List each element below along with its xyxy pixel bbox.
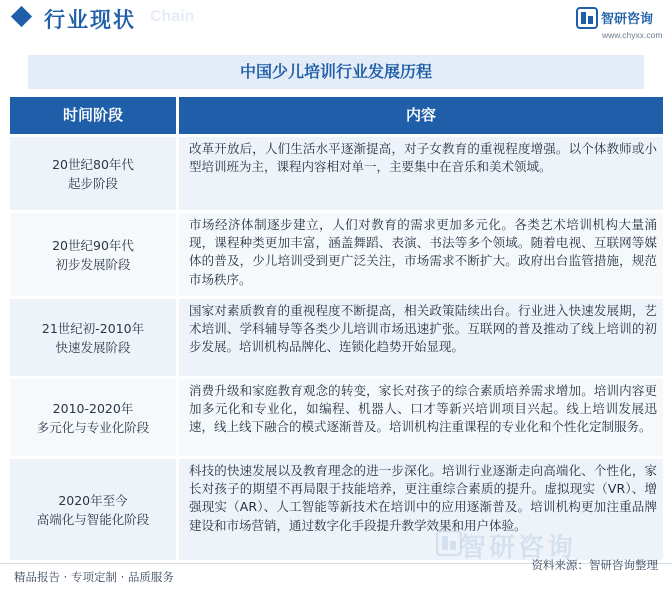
- period-name: 2010-2020年: [52, 400, 134, 416]
- period-stage: 起步阶段: [67, 175, 118, 191]
- brand-name: 智研咨询: [601, 12, 654, 27]
- period-cell: [10, 459, 176, 560]
- watermark-text: 智研咨询: [460, 533, 577, 563]
- period-name: 2020年至今: [58, 492, 128, 508]
- page-header: [0, 0, 672, 38]
- table-title: 中国少儿培训行业发展历程: [28, 55, 644, 89]
- table-row: [10, 137, 663, 210]
- watermark-logo-icon: [436, 530, 462, 556]
- diamond-icon: [11, 6, 32, 27]
- table-row: [10, 299, 663, 376]
- period-name: 20世纪80年代: [52, 156, 134, 172]
- content-cell: 国家对素质教育的重视程度不断提高，相关政策陆续出台。行业进入快速发展期，艺术培训、学科辅导等各类少儿培训市场迅速扩张。互联网的普及推动了线上培训的初步发展。培训机构品牌化、连锁化趋势开始显现。: [179, 299, 663, 376]
- section-title-ghost: Chain: [150, 8, 195, 25]
- history-table: [10, 97, 663, 560]
- table-header-row: [10, 97, 663, 134]
- period-stage: 初步发展阶段: [55, 256, 131, 272]
- footer-source: 资料来源：智研咨询整理: [531, 558, 658, 572]
- period-cell: [10, 379, 176, 456]
- content-cell: 科技的快速发展以及教育理念的进一步深化。培训行业逐渐走向高端化、个性化，家长对孩子的期望不再局限于技能培养，更注重综合素质的提升。虚拟现实（VR）、增强现实（AR）、人工智能等新技术在培训中的应用逐渐普及。培训机构更加注重品牌建设和市场营销，通过数字化手段提升教学效果和用户体验。: [179, 459, 663, 560]
- content-cell: 市场经济体制逐步建立，人们对教育的需求更加多元化。各类艺术培训机构大量涌现，课程种类更加丰富，涵盖舞蹈、表演、书法等多个领域。随着电视、互联网等媒体的普及，少儿培训受到更广泛关注，市场需求不断扩大。政府出台监管措施，规范市场秩序。: [179, 213, 663, 296]
- col-header-content: 内容: [179, 97, 663, 134]
- brand-url: www.chyxx.com: [602, 30, 663, 40]
- period-stage: 快速发展阶段: [55, 339, 131, 355]
- content-cell: 消费升级和家庭教育观念的转变，家长对孩子的综合素质培养需求增加。培训内容更加多元化和专业化，如编程、机器人、口才等新兴培训项目兴起。线上培训发展迅速，线上线下融合的模式逐渐普及。培训机构注重课程的专业化和个性化定制服务。: [179, 379, 663, 456]
- period-cell: [10, 213, 176, 296]
- period-cell: [10, 137, 176, 210]
- table-row: [10, 213, 663, 296]
- period-name: 20世纪90年代: [52, 237, 134, 253]
- footer-slogan: 精品报告 · 专项定制 · 品质服务: [14, 570, 174, 584]
- period-stage: 多元化与专业化阶段: [36, 419, 150, 435]
- col-header-period: 时间阶段: [10, 97, 176, 134]
- period-name: 21世纪初-2010年: [41, 320, 145, 336]
- period-stage: 高端化与智能化阶段: [36, 511, 150, 527]
- section-title: 行业现状: [44, 8, 136, 32]
- period-cell: [10, 299, 176, 376]
- content-cell: 改革开放后，人们生活水平逐渐提高，对子女教育的重视程度增强。以个体教师或小型培训班为主，课程内容相对单一，主要集中在音乐和美术领域。: [179, 137, 663, 210]
- table-row: [10, 379, 663, 456]
- brand-logo-icon: [576, 7, 598, 29]
